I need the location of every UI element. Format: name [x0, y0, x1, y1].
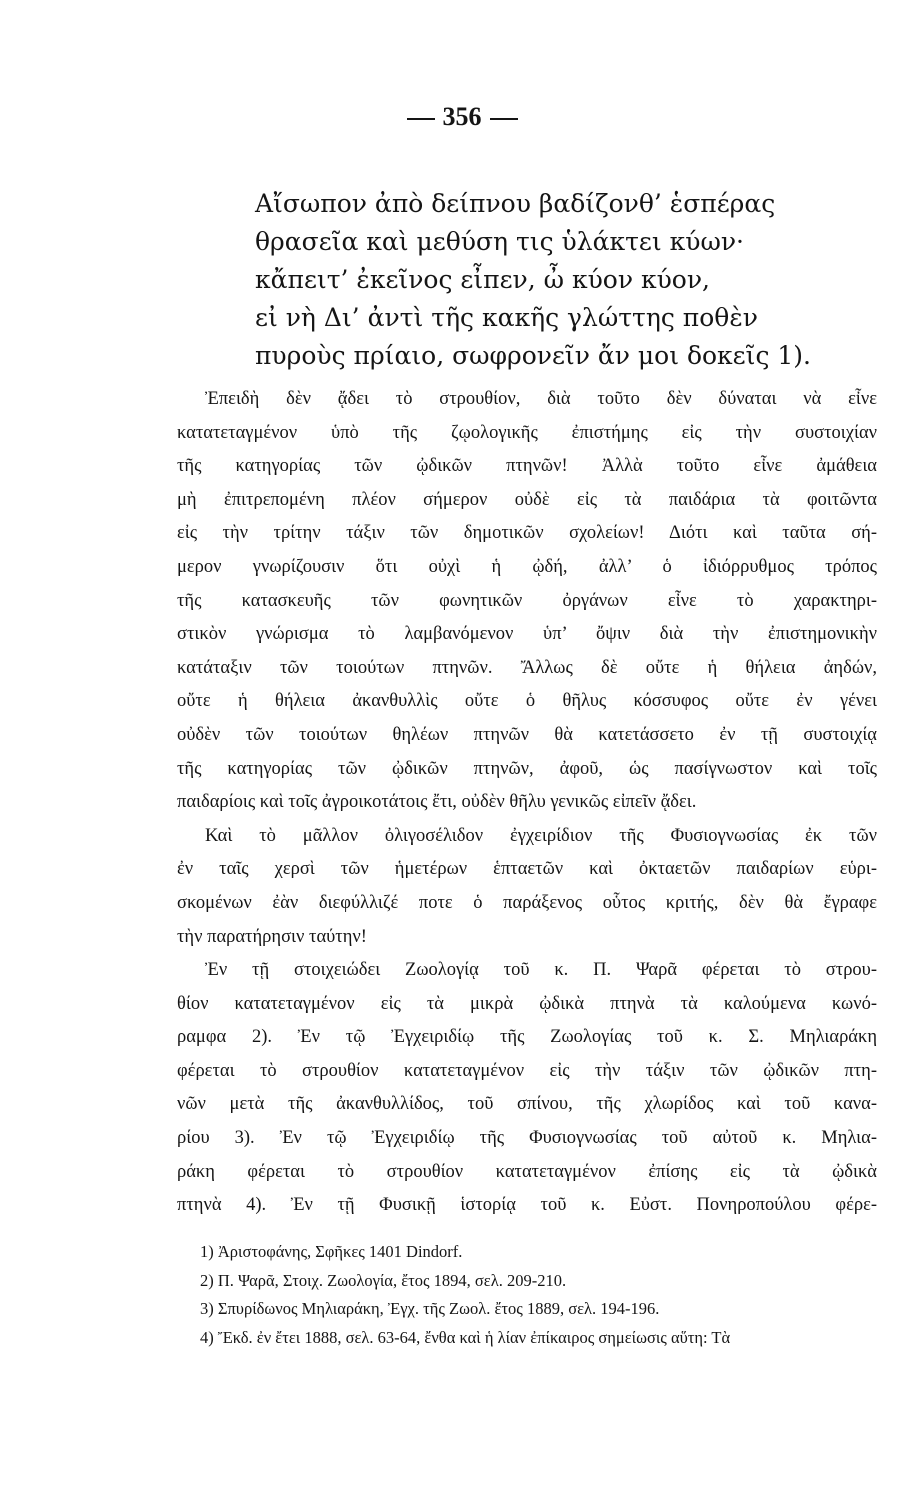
poem-line: Αἴσωπον ἀπὸ δείπνου βαδίζονθ’ ἑσπέρας	[255, 189, 776, 218]
page-number: 356	[442, 102, 482, 131]
footnote: 3) Σπυρίδωνος Μηλιαράκη, Ἐγχ. τῆς Ζωολ. ἔτος 1889, σελ. 194-196.	[200, 1299, 660, 1318]
paragraph-line: τὴν παρατήρησιν ταύτην!	[177, 926, 367, 947]
paragraph-line: οὔτε ἡ θήλεια ἀκανθυλλὶς οὔτε ὁ θῆλυς κόσσυφος οὔτε ἐν γένει	[177, 691, 877, 712]
paragraph-line: πτηνὰ 4). Ἐν τῇ Φυσικῇ ἱστορίᾳ τοῦ κ. Εὐστ. Πονηροπούλου φέρε-	[177, 1195, 877, 1216]
paragraph-line: τῆς κατηγορίας τῶν ᾠδικῶν πτηνῶν, ἀφοῦ, ὡς πασίγνωστον καὶ τοῖς	[177, 758, 877, 779]
paragraph-line: Ἐν τῇ στοιχειώδει Ζωολογίᾳ τοῦ κ. Π. Ψαρᾶ φέρεται τὸ στρου-	[205, 960, 877, 981]
page-number-header	[0, 100, 924, 134]
poem-line: θρασεῖα καὶ μεθύση τις ὑλάκτει κύων·	[255, 227, 744, 256]
paragraph-line: τῆς κατασκευῆς τῶν φωνητικῶν ὀργάνων εἶνε τὸ χαρακτηρι-	[177, 590, 877, 611]
paragraph-line: φέρεται τὸ στρουθίον κατατεταγμένον εἰς τὴν τάξιν τῶν ᾠδικῶν πτη-	[177, 1060, 877, 1081]
right-dash	[490, 118, 518, 120]
paragraph-line: θίον κατατεταγμένον εἰς τὰ μικρὰ ᾠδικὰ πτηνὰ τὰ καλούμενα κωνό-	[177, 993, 877, 1014]
paragraph-line: οὐδὲν τῶν τοιούτων θηλέων πτηνῶν θὰ κατετάσσετο ἐν τῇ συστοιχίᾳ	[177, 724, 877, 745]
paragraph-line: σκομένων ἐὰν διεφύλλιζέ ποτε ὁ παράξενος οὗτος κριτής, δὲν θὰ ἔγραφε	[177, 892, 877, 913]
paragraph-line: κατατεταγμένον ὑπὸ τῆς ζῳολογικῆς ἐπιστήμης εἰς τὴν συστοιχίαν	[177, 422, 877, 443]
footnote: 1) Ἀριστοφάνης, Σφῆκες 1401 Dindorf.	[200, 1242, 463, 1261]
paragraph-line: τῆς κατηγορίας τῶν ᾠδικῶν πτηνῶν! Ἀλλὰ τοῦτο εἶνε ἀμάθεια	[177, 456, 877, 477]
paragraph-line: Ἐπειδὴ δὲν ᾄδει τὸ στρουθίον, διὰ τοῦτο δὲν δύναται νὰ εἶνε	[205, 389, 877, 409]
paragraph-line: στικὸν γνώρισμα τὸ λαμβανόμενον ὑπ’ ὄψιν διὰ τὴν ἐπιστημονικὴν	[177, 624, 877, 645]
paragraph-line: ρίου 3). Ἐν τῷ Ἐγχειριδίῳ τῆς Φυσιογνωσίας τοῦ αὐτοῦ κ. Μηλια-	[177, 1128, 877, 1149]
poem-quotation	[255, 185, 815, 375]
poem-line: κἄπειτ’ ἐκεῖνος εἶπεν, ὦ κύον κύον,	[255, 265, 711, 294]
paragraph-line: εἰς τὴν τρίτην τάξιν τῶν δημοτικῶν σχολείων! Διότι καὶ ταῦτα σή-	[177, 523, 877, 544]
body-text	[177, 383, 877, 1223]
paragraph-line: παιδαρίοις καὶ τοῖς ἀγροικοτάτοις ἔτι, οὐδὲν θῆλυ γενικῶς εἰπεῖν ᾄδει.	[177, 792, 697, 813]
paragraph-line: μερον γνωρίζουσιν ὅτι οὐχὶ ἡ ᾠδή, ἀλλ’ ὁ ἰδιόρρυθμος τρόπος	[177, 556, 877, 577]
paragraph-line: ράκη φέρεται τὸ στρουθίον κατατεταγμένον ἐπίσης εἰς τὰ ᾠδικὰ	[177, 1161, 877, 1182]
paragraph-line: νῶν μετὰ τῆς ἀκανθυλλίδος, τοῦ σπίνου, τῆς χλωρίδος καὶ τοῦ κανα-	[177, 1094, 877, 1115]
paragraph-line: ἐν ταῖς χερσὶ τῶν ἡμετέρων ἑπταετῶν καὶ ὀκταετῶν παιδαρίων εὑρι-	[177, 859, 877, 880]
paragraph-line: μὴ ἐπιτρεπομένη πλέον σήμερον οὐδὲ εἰς τὰ παιδάρια τὰ φοιτῶντα	[177, 489, 877, 510]
left-dash	[407, 118, 435, 120]
poem-line: πυροὺς πρίαιο, σωφρονεῖν ἄν μοι δοκεῖς 1).	[255, 341, 811, 370]
footnote: 2) Π. Ψαρᾶ, Στοιχ. Ζωολογία, ἔτος 1894, σελ. 209-210.	[200, 1270, 567, 1290]
paragraph-line: Καὶ τὸ μᾶλλον ὀλιγοσέλιδον ἐγχειρίδιον τῆς Φυσιογνωσίας ἐκ τῶν	[205, 825, 877, 846]
poem-line: εἰ νὴ Δι’ ἀντὶ τῆς κακῆς γλώττης ποθὲν	[255, 303, 758, 332]
paragraph-line: ραμφα 2). Ἐν τῷ Ἐγχειριδίῳ τῆς Ζωολογίας τοῦ κ. Σ. Μηλιαράκη	[177, 1027, 877, 1048]
footnote: 4) Ἔκδ. ἐν ἔτει 1888, σελ. 63-64, ἔνθα καὶ ἡ λίαν ἐπίκαιρος σημείωσις αὕτη: Τὰ	[200, 1327, 731, 1347]
footnotes	[200, 1238, 880, 1352]
paragraph-line: κατάταξιν τῶν τοιούτων πτηνῶν. Ἄλλως δὲ οὔτε ἡ θήλεια ἀηδών,	[177, 657, 877, 678]
